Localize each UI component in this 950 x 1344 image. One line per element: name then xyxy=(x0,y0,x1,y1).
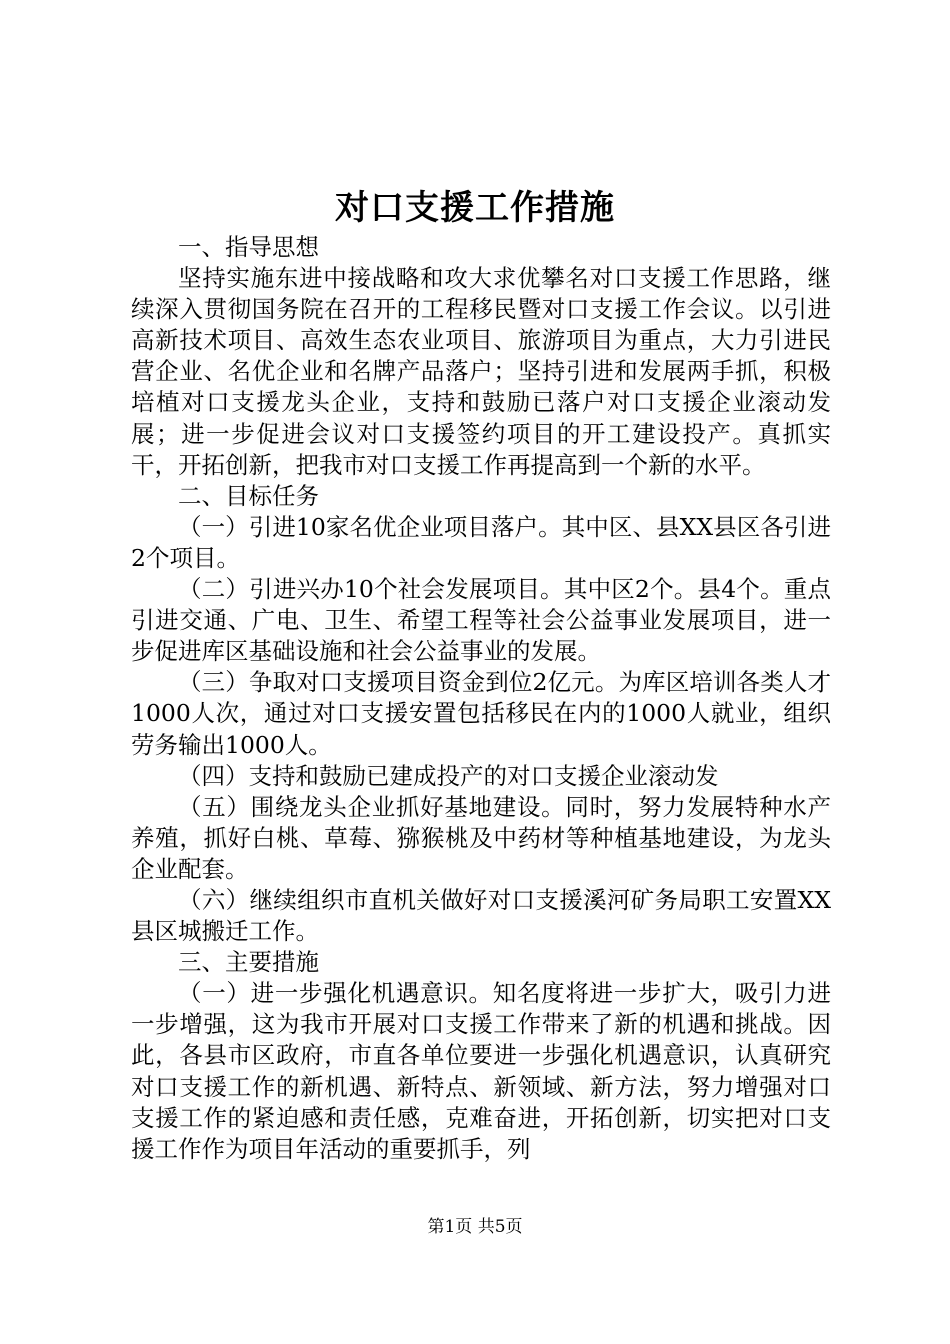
section-heading: 二、目标任务 xyxy=(178,481,319,510)
document-body xyxy=(131,232,831,1165)
document-title: 对口支援工作措施 xyxy=(335,188,615,228)
paragraph: （一）引进10家名优企业项目落户。其中区、县XX县区各引进2个项目。 xyxy=(131,512,831,572)
page-number: 第1页 共5页 xyxy=(427,1217,523,1237)
paragraph: （六）继续组织市直机关做好对口支援溪河矿务局职工安置XX县区城搬迁工作。 xyxy=(131,885,831,946)
paragraph: （一）进一步强化机遇意识。知名度将进一步扩大，吸引力进一步增强，这为我市开展对口支援工作带来了新的机遇和挑战。因此，各县市区政府，市直各单位要进一步强化机遇意识，认真研究对口支援工作的新机遇、新特点、新领域、新方法，努力增强对口支援工作的紧迫感和责任感，克难奋进，开拓创新，切实把对口支援工作作为项目年活动的重要抓手，列 xyxy=(131,979,831,1163)
paragraph: （二）引进兴办10个社会发展项目。其中区2个。县4个。重点引进交通、广电、卫生、希望工程等社会公益事业发展项目，进一步促进库区基础设施和社会公益事业的发展。 xyxy=(131,575,831,666)
paragraph: （四）支持和鼓励已建成投产的对口支援企业滚动发 xyxy=(178,761,719,790)
paragraph: 坚持实施东进中接战略和攻大求优攀名对口支援工作思路，继续深入贯彻国务院在召开的工程移民暨对口支援工作会议。以引进高新技术项目、高效生态农业项目、旅游项目为重点，大力引进民营企业、名优企业和名牌产品落户；坚持引进和发展两手抓，积极培植对口支援龙头企业，支持和鼓励已落户对口支援企业滚动发展；进一步促进会议对口支援签约项目的开工建设投产。真抓实干，开拓创新，把我市对口支援工作再提高到一个新的水平。 xyxy=(131,264,831,479)
section-heading: 三、主要措施 xyxy=(178,948,319,977)
section-heading: 一、指导思想 xyxy=(178,233,319,261)
paragraph: （五）围绕龙头企业抓好基地建设。同时，努力发展特种水产养殖，抓好白桃、草莓、猕猴桃及中药材等种植基地建设，为龙头企业配套。 xyxy=(131,792,831,883)
paragraph: （三）争取对口支援项目资金到位2亿元。为库区培训各类人才1000人次，通过对口支援安置包括移民在内的1000人就业，组织劳务输出1000人。 xyxy=(131,668,831,759)
